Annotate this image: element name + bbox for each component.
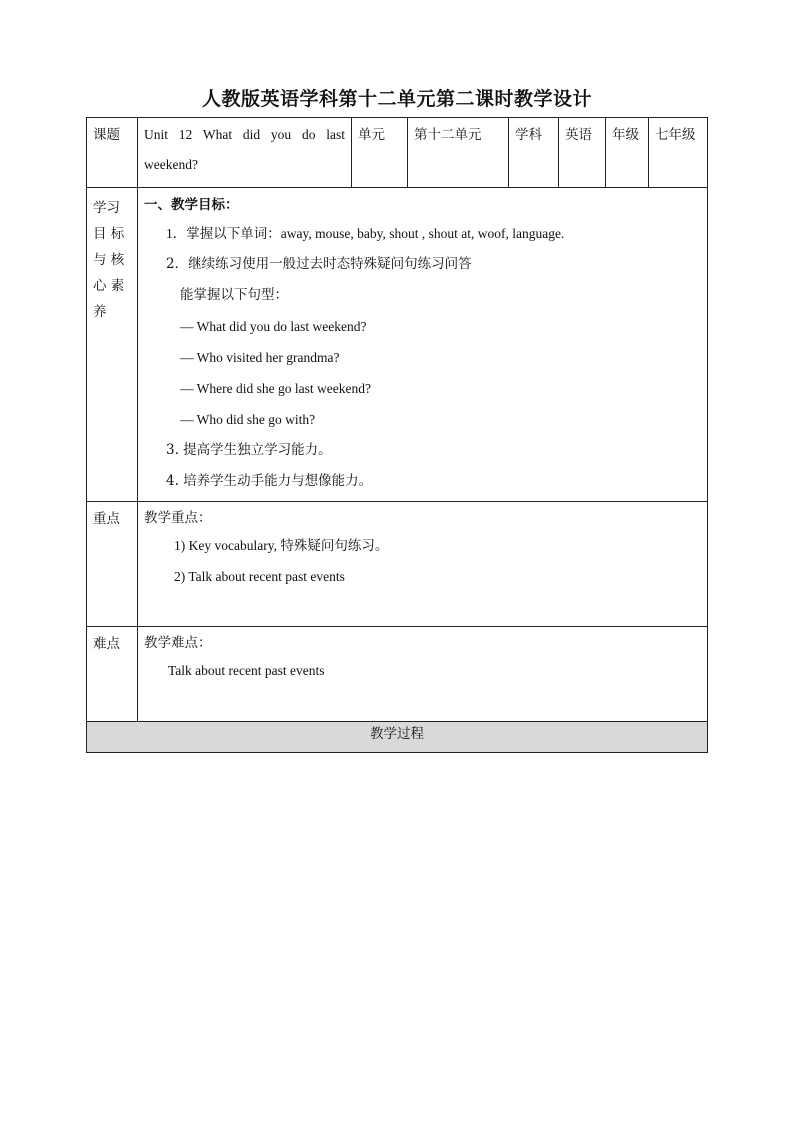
unit-label: 单元 [358, 127, 385, 143]
unit-value: 第十二单元 [414, 127, 482, 143]
process-header-row [87, 722, 708, 753]
goal-item-1: 1．掌握以下单词：away, mouse, baby, shout , shout at, woof, language. [166, 226, 565, 241]
goals-heading: 一、教学目标： [144, 197, 239, 213]
unit-value-cell [408, 118, 509, 188]
subject-value: 英语 [565, 127, 592, 143]
topic-label-cell [87, 118, 138, 188]
key-point-2: 2) Talk about recent past events [174, 569, 345, 584]
goals-label [87, 188, 137, 332]
key-points-row [87, 502, 708, 627]
key-points-content-cell [138, 502, 708, 627]
difficulties-label-cell [87, 627, 138, 722]
key-points-label: 重点 [93, 511, 120, 527]
subject-label: 学科 [515, 127, 542, 143]
goal-item-2: 2．继续练习使用一般过去时态特殊疑问句练习问答 [166, 256, 472, 272]
sentence-pattern: — Who did she go with? [180, 412, 316, 427]
sentence-pattern: — What did you do last weekend? [180, 319, 367, 334]
process-header: 教学过程 [87, 722, 708, 753]
goals-label-line: 与 核 [93, 252, 125, 268]
header-row [87, 118, 708, 188]
goal-item-3: 3. 提高学生独立学习能力。 [166, 442, 332, 458]
difficulty-1: Talk about recent past events [168, 663, 325, 678]
goals-label-line: 目 标 [93, 226, 125, 242]
lesson-plan-table [86, 117, 708, 753]
document-title: 人教版英语学科第十二单元第二课时教学设计 [201, 88, 592, 110]
goals-row [87, 188, 708, 502]
grade-label: 年级 [612, 127, 639, 143]
goals-content-cell [138, 188, 708, 502]
goal-item-4: 4. 培养学生动手能力与想像能力。 [166, 473, 373, 489]
topic-label: 课题 [93, 127, 120, 143]
difficulties-row [87, 627, 708, 722]
grade-label-cell [606, 118, 649, 188]
key-points-label-cell [87, 502, 138, 627]
sentence-intro: 能掌握以下句型： [180, 287, 288, 303]
grade-value-cell [649, 118, 708, 188]
goals-label-line: 养 [93, 304, 107, 320]
difficulties-label: 难点 [93, 636, 120, 652]
subject-value-cell [559, 118, 606, 188]
difficulties-heading: 教学难点： [144, 635, 212, 651]
goals-label-line: 学习 [93, 200, 120, 216]
grade-value: 七年级 [655, 127, 696, 143]
sentence-pattern: — Who visited her grandma? [180, 350, 340, 365]
goals-label-cell [87, 188, 138, 502]
topic-value-cell [138, 118, 352, 188]
difficulties-content-cell [138, 627, 708, 722]
goals-label-line: 心 素 [93, 278, 125, 294]
key-point-1: 1) Key vocabulary, 特殊疑问句练习。 [174, 538, 389, 553]
key-points-heading: 教学重点： [144, 510, 212, 526]
sentence-pattern: — Where did she go last weekend? [180, 381, 371, 396]
topic-value: Unit 12 What did you do last weekend? [144, 127, 345, 172]
unit-label-cell [352, 118, 408, 188]
subject-label-cell [509, 118, 559, 188]
